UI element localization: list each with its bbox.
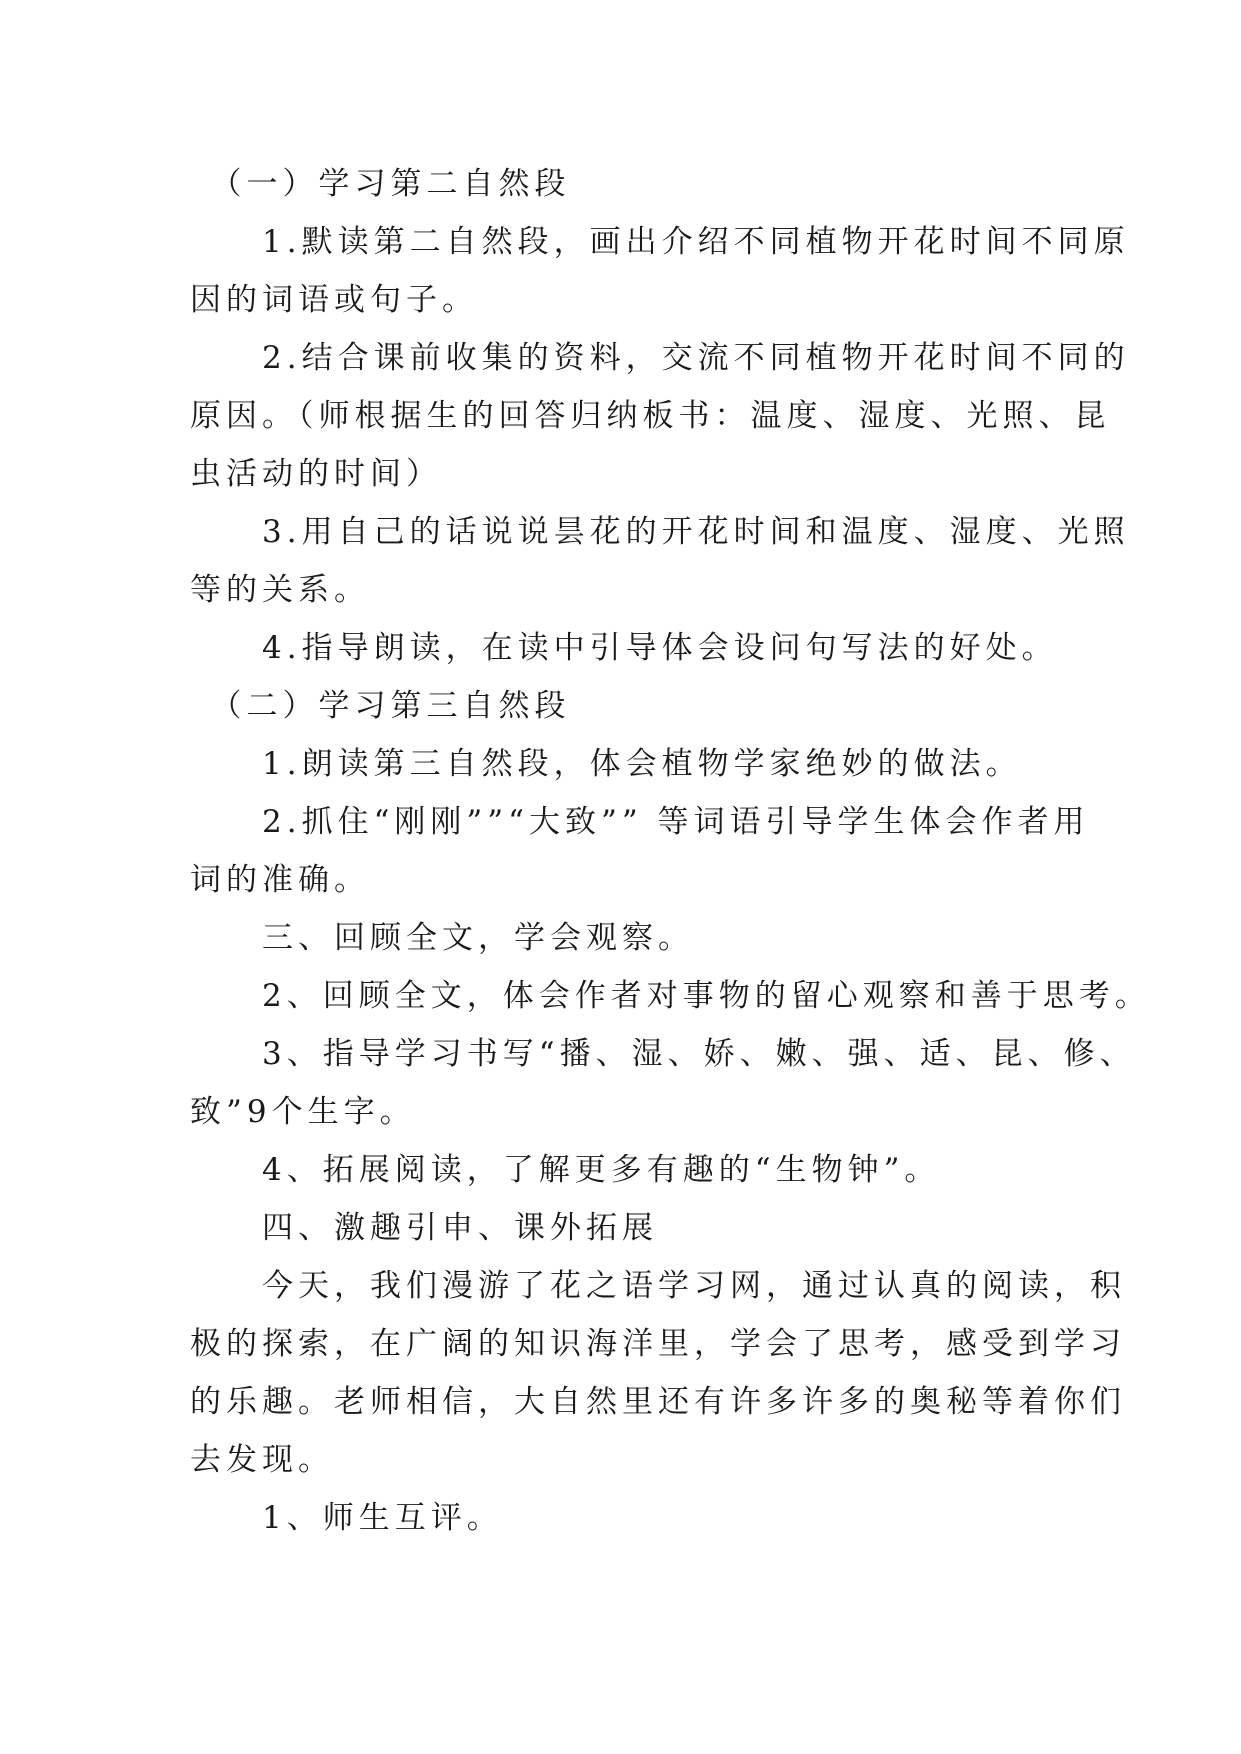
paragraph-item-10 [190, 1489, 1090, 1547]
text-line: 1.朗读第三自然段，体会植物学家绝妙的做法。 [190, 746, 1022, 782]
text-line: 1、师生互评。 [190, 1500, 503, 1536]
text-line: 致”9个生字。 [190, 1094, 416, 1130]
text-line: 极的探索，在广阔的知识海洋里，学会了思考，感受到学习 [190, 1326, 1126, 1362]
text-line: 1.默读第二自然段，画出介绍不同植物开花时间不同原 [190, 224, 1130, 260]
paragraph-item-2 [190, 329, 1130, 503]
paragraph-item-9 [190, 1141, 1090, 1199]
text-line: 因的词语或句子。 [190, 282, 478, 318]
paragraph-item-5 [190, 735, 1090, 793]
paragraph-item-8 [190, 1025, 1136, 1141]
text-line: 虫活动的时间） [190, 456, 442, 492]
text-line: 3.用自己的话说说昙花的开花时间和温度、湿度、光照 [190, 514, 1130, 550]
paragraph-item-1 [190, 213, 1130, 329]
paragraph-heading-section-1 [190, 155, 1090, 213]
text-line: 原因。（师根据生的回答归纳板书：温度、湿度、光照、昆 [190, 398, 1111, 434]
paragraph-item-7 [190, 967, 1151, 1025]
text-line: 四、激趣引申、课外拓展 [190, 1210, 658, 1246]
text-line: 词的准确。 [190, 862, 370, 898]
text-line: 的乐趣。老师相信，大自然里还有许多许多的奥秘等着你们 [190, 1384, 1126, 1420]
text-line: 三、回顾全文，学会观察。 [190, 920, 694, 956]
paragraph-item-6 [190, 793, 1090, 909]
text-line: 等的关系。 [190, 572, 370, 608]
text-line: 4.指导朗读，在读中引导体会设问句写法的好处。 [190, 630, 1058, 666]
text-line: （二）学习第三自然段 [190, 688, 571, 724]
text-line: 3、指导学习书写“播、湿、娇、嫩、强、适、昆、修、 [190, 1036, 1136, 1072]
paragraph-heading-part-3 [190, 909, 1090, 967]
paragraph-item-4 [190, 619, 1090, 677]
text-line: （一）学习第二自然段 [190, 166, 571, 202]
text-line: 今天，我们漫游了花之语学习网，通过认真的阅读，积 [190, 1268, 1126, 1304]
text-line: 2、回顾全文，体会作者对事物的留心观察和善于思考。 [190, 978, 1151, 1014]
paragraph-heading-section-2 [190, 677, 1090, 735]
paragraph-body-text [190, 1257, 1126, 1489]
text-line: 4、拓展阅读，了解更多有趣的“生物钟”。 [190, 1152, 941, 1188]
paragraph-item-3 [190, 503, 1130, 619]
text-line: 去发现。 [190, 1442, 334, 1478]
text-line: 2.结合课前收集的资料，交流不同植物开花时间不同的 [190, 340, 1130, 376]
paragraph-heading-part-4 [190, 1199, 1090, 1257]
text-line: 2.抓住“刚刚””“大致”” 等词语引导学生体会作者用 [190, 804, 1090, 840]
